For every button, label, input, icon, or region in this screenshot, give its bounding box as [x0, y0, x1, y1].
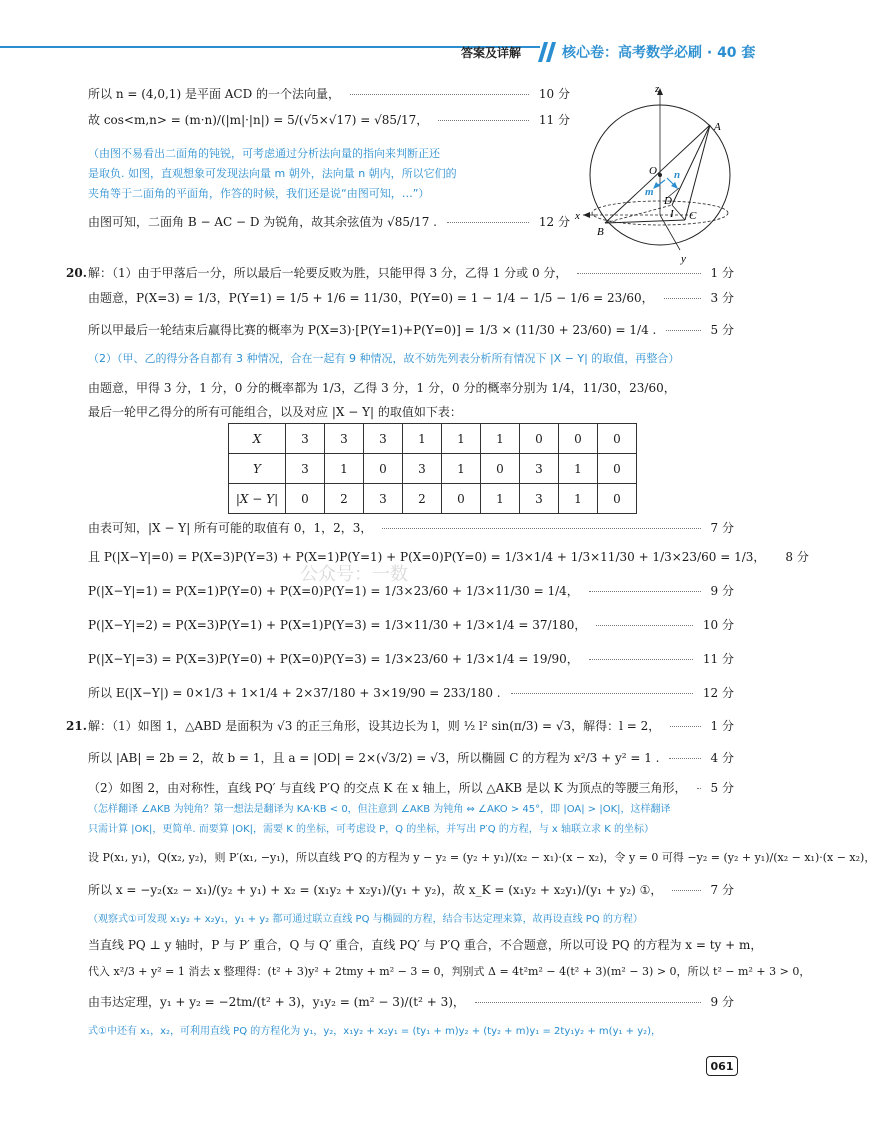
table-row	[229, 424, 637, 454]
table-cell: 3	[520, 484, 559, 514]
table-cell: 0	[442, 484, 481, 514]
q20-line-6: P(|X−Y|=1) = P(X=1)P(Y=0) + P(X=0)P(Y=1) = 1/3×23/60 + 1/3×11/30 = 1/4， 9 分	[88, 581, 734, 601]
q19-cos-line: 故 cos<m,n> = (m·n)/(|m|·|n|) = 5/(√5×√17) = √85/17， 11 分	[88, 110, 570, 130]
label-B: B	[597, 226, 604, 238]
table-row	[229, 454, 637, 484]
q19-conclusion-line: 由图可知，二面角 B − AC − D 为锐角，故其余弦值为 √85/17 . 12 分	[88, 212, 570, 232]
table-cell: 1	[559, 454, 598, 484]
table-cell: 0	[286, 484, 325, 514]
table-cell: 3	[286, 424, 325, 454]
table-cell: 0	[598, 484, 637, 514]
label-n: n	[674, 169, 681, 181]
table-cell: 3	[364, 484, 403, 514]
table-cell: 2	[325, 484, 364, 514]
label-A: A	[714, 121, 721, 133]
q21-note-1: （怎样翻译 ∠AKB 为钝角？第一想法是翻译为 KA·KB < 0，但注意到 ∠AKB 为钝角 ⇔ ∠AKO > 45°，即 |OA| > |OK|，这样翻译	[88, 804, 671, 815]
header-rule	[0, 46, 540, 48]
table-cell: 3	[364, 424, 403, 454]
q20-table	[228, 423, 637, 514]
table-cell: 3	[286, 454, 325, 484]
q19-note-1: （由图不易看出二面角的钝锐，可考虑通过分析法向量的指向来判断正还	[88, 147, 440, 160]
q20-line-4: 由表可知，|X − Y| 所有可能的取值有 0，1，2，3， 7 分	[88, 518, 734, 538]
table-cell: 3	[325, 424, 364, 454]
q19-note-2: 是取负. 如图，直观想象可发现法向量 m 朝外，法向量 n 朝内，所以它们的	[88, 167, 457, 180]
label-C: C	[689, 210, 697, 222]
q21-number: 21.	[66, 719, 87, 733]
label-D: D	[664, 195, 672, 207]
q21-plain-1: 设 P(x₁, y₁)，Q(x₂, y₂)，则 P′(x₁, −y₁)，所以直线 P′Q 的方程为 y − y₂ = (y₂ + y₁)/(x₂ − x₁)·(x − x₂)，令 y = 0 可得 −y₂ = (y₂ + y₁)/(x₂ − x₁)·(x − x₂)，	[88, 851, 875, 864]
q20-plain-2: 最后一轮甲乙得分的所有可能组合，以及对应 |X − Y| 的取值如下表：	[88, 405, 462, 419]
table-cell: 0	[364, 454, 403, 484]
header-right-title: 核心卷：高考数学必刷 · 40 套	[562, 45, 756, 61]
table-cell: 1	[481, 484, 520, 514]
table-cell: 0	[559, 424, 598, 454]
q20-line-3: 所以甲最后一轮结束后赢得比赛的概率为 P(X=3)·[P(Y=1)+P(Y=0)] = 1/3 × (11/30 + 23/60) = 1/4 . 5 分	[88, 320, 734, 340]
table-cell: 1	[481, 424, 520, 454]
q21-note-2: 只需计算 |OK|，更简单. 而要算 |OK|，需要 K 的坐标，可考虑设 P，Q 的坐标，并写出 P′Q 的方程，与 x 轴联立求 K 的坐标）	[88, 824, 654, 835]
table-cell: 0	[598, 454, 637, 484]
label-O: O	[649, 165, 657, 177]
q19-note-3: 夹角等于二面角的平面角，作答的时候，我们还是说“由图可知，…”）	[88, 187, 430, 200]
table-cell: 1	[442, 454, 481, 484]
q21-line-9: 由韦达定理，y₁ + y₂ = −2tm/(t² + 3)，y₁y₂ = (m² − 3)/(t² + 3)， 9 分	[88, 992, 734, 1012]
sphere-figure	[575, 80, 745, 265]
table-cell: 3	[520, 454, 559, 484]
table-row	[229, 484, 637, 514]
label-m: m	[645, 186, 654, 198]
q21-line-2: 所以 |AB| = 2b = 2，故 b = 1，且 a = |OD| = 2×(√3/2) = √3，所以椭圆 C 的方程为 x²/3 + y² = 1 . 4 分	[88, 748, 734, 768]
q20-plain-1: 由题意，甲得 3 分，1 分，0 分的概率都为 1/3，乙得 3 分，1 分，0 分的概率分别为 1/4，11/30，23/60，	[88, 381, 676, 395]
q20-line-2: 由题意，P(X=3) = 1/3，P(Y=1) = 1/5 + 1/6 = 11/30，P(Y=0) = 1 − 1/4 − 1/5 − 1/6 = 23/60， 3 分	[88, 288, 734, 308]
q20-line-8: P(|X−Y|=3) = P(X=3)P(Y=0) + P(X=0)P(Y=3) = 1/3×23/60 + 1/3×1/4 = 19/90， 11 分	[88, 649, 734, 669]
header-left-label: 答案及详解	[461, 46, 522, 60]
table-cell: 1	[403, 424, 442, 454]
q20-line-5: 且 P(|X−Y|=0) = P(X=3)P(Y=3) + P(X=1)P(Y=1) + P(X=0)P(Y=0) = 1/3×1/4 + 1/3×11/30 + 1/3×23/60 = 1/3， 8 分	[88, 550, 809, 564]
q21-note-3: （观察式①可发现 x₁y₂ + x₂y₁，y₁ + y₂ 都可通过联立直线 PQ 与椭圆的方程，结合韦达定理来算，故再设直线 PQ 的方程）	[88, 914, 643, 925]
table-head: X	[229, 424, 286, 454]
table-cell: 2	[403, 484, 442, 514]
watermark: 公众号：一数	[300, 564, 408, 585]
q21-plain-2: 当直线 PQ ⊥ y 轴时，P 与 P′ 重合，Q 与 Q′ 重合，直线 PQ′ 与 P′Q 重合，不合题意，所以可设 PQ 的方程为 x = ty + m，	[88, 938, 763, 952]
q21-note-4: 式①中还有 x₁，x₂，可利用直线 PQ 的方程化为 y₁，y₂，x₁y₂ + x₂y₁ = (ty₁ + m)y₂ + (ty₂ + m)y₁ = 2ty₁y₂ + m(y₁ + y₂)，	[88, 1026, 662, 1037]
page-number: 061	[710, 1059, 734, 1073]
label-I: I	[670, 208, 674, 220]
label-x: x	[575, 210, 580, 222]
table-cell: 1	[325, 454, 364, 484]
table-cell: 0	[598, 424, 637, 454]
q20-line-9: 所以 E(|X−Y|) = 0×1/3 + 1×1/4 + 2×37/180 + 3×19/90 = 233/180 . 12 分	[88, 683, 734, 703]
q20-number: 20.	[66, 266, 87, 280]
page-number-badge	[706, 1056, 738, 1076]
label-y: y	[681, 253, 686, 265]
table-cell: 1	[559, 484, 598, 514]
label-z: z	[655, 83, 660, 95]
q21-line-1: 解：（1）如图 1，△ABD 是面积为 √3 的正三角形，设其边长为 l，则 ½ l² sin(π/3) = √3，解得：l = 2， 1 分	[88, 716, 734, 736]
table-cell: 0	[481, 454, 520, 484]
table-head: |X − Y|	[229, 484, 286, 514]
q21-line-7: 所以 x = −y₂(x₂ − x₁)/(y₂ + y₁) + x₂ = (x₁y₂ + x₂y₁)/(y₁ + y₂)，故 x_K = (x₁y₂ + x₂y₁)/(y₁ + y₂) ①， 7 分	[88, 880, 734, 900]
q20-note: （2）（甲、乙的得分各自都有 3 种情况，合在一起有 9 种情况，故不妨先列表分析所有情况下 |X − Y| 的取值，再整合）	[88, 352, 680, 365]
q20-line-1: 解：（1）由于甲落后一分，所以最后一轮要反败为胜，只能甲得 3 分，乙得 1 分或 0 分， 1 分	[88, 263, 734, 283]
header-slash-icon	[538, 40, 560, 64]
q20-line-7: P(|X−Y|=2) = P(X=3)P(Y=1) + P(X=1)P(Y=3) = 1/3×11/30 + 1/3×1/4 = 37/180， 10 分	[88, 615, 734, 635]
table-cell: 1	[442, 424, 481, 454]
q19-normal-vector-line: 所以 n = (4,0,1) 是平面 ACD 的一个法向量， 10 分	[88, 84, 570, 104]
q21-plain-3: 代入 x²/3 + y² = 1 消去 x 整理得：(t² + 3)y² + 2tmy + m² − 3 = 0，判别式 Δ = 4t²m² − 4(t² + 3)(m² − 3) > 0，所以 t² − m² + 3 > 0，	[88, 965, 811, 978]
table-cell: 0	[520, 424, 559, 454]
table-cell: 3	[403, 454, 442, 484]
table-head: Y	[229, 454, 286, 484]
q21-line-3: （2）如图 2，由对称性，直线 PQ′ 与直线 P′Q 的交点 K 在 x 轴上，所以 △AKB 是以 K 为顶点的等腰三角形， 5 分	[88, 778, 734, 798]
